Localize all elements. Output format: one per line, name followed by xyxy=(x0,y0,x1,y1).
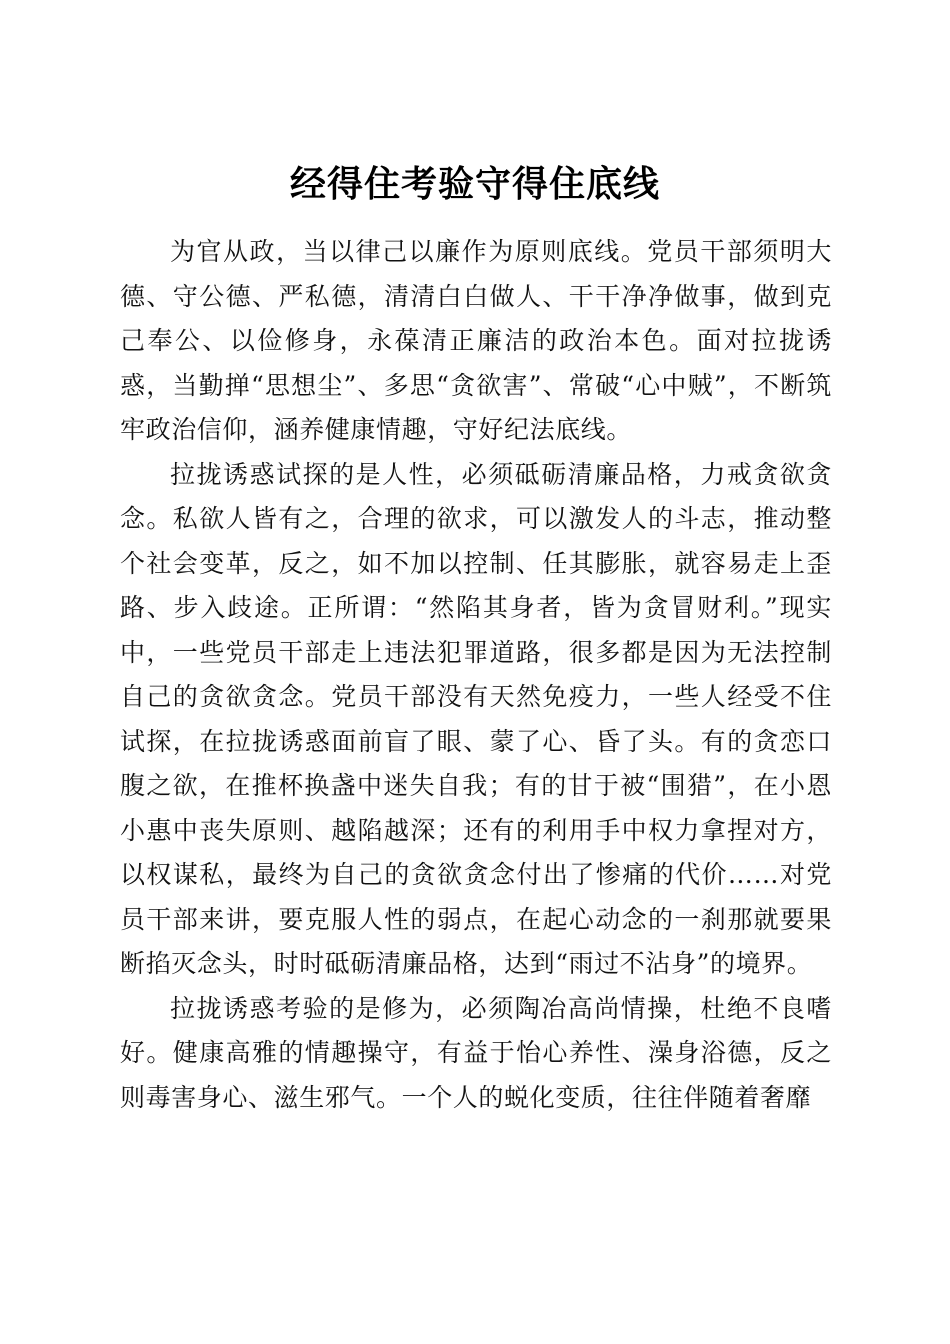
paragraph-1: 为官从政，当以律己以廉作为原则底线。党员干部须明大德、守公德、严私德，清清白白做人、干干净净做事，做到克己奉公、以俭修身，永葆清正廉洁的政治本色。面对拉拢诱惑，当勤掸“思想尘”、多思“贪欲害”、常破“心中贼”，不断筑牢政治信仰，涵养健康情趣，守好纪法底线。 xyxy=(120,237,832,444)
document-body xyxy=(120,230,832,1120)
paragraph-3: 拉拢诱惑考验的是修为，必须陶冶高尚情操，杜绝不良嗜好。健康高雅的情趣操守，有益于怡心养性、澡身浴德，反之则毒害身心、滋生邪气。一个人的蜕化变质，往往伴随着奢靡 xyxy=(120,993,832,1112)
paragraph-2: 拉拢诱惑试探的是人性，必须砥砺清廉品格，力戒贪欲贪念。私欲人皆有之，合理的欲求，可以激发人的斗志，推动整个社会变革，反之，如不加以控制、任其膨胀，就容易走上歪路、步入歧途。正所谓：“然陷其身者，皆为贪冒财利。”现实中，一些党员干部走上违法犯罪道路，很多都是因为无法控制自己的贪欲贪念。党员干部没有天然免疫力，一些人经受不住试探，在拉拢诱惑面前盲了眼、蒙了心、昏了头。有的贪恋口腹之欲，在推杯换盏中迷失自我；有的甘于被“围猎”，在小恩小惠中丧失原则、越陷越深；还有的利用手中权力拿捏对方，以权谋私，最终为自己的贪欲贪念付出了惨痛的代价……对党员干部来讲，要克服人性的弱点，在起心动念的一刹那就要果断掐灭念头，时时砥砺清廉品格，达到“雨过不沾身”的境界。 xyxy=(120,459,832,978)
document-title: 经得住考验守得住底线 xyxy=(289,163,660,206)
